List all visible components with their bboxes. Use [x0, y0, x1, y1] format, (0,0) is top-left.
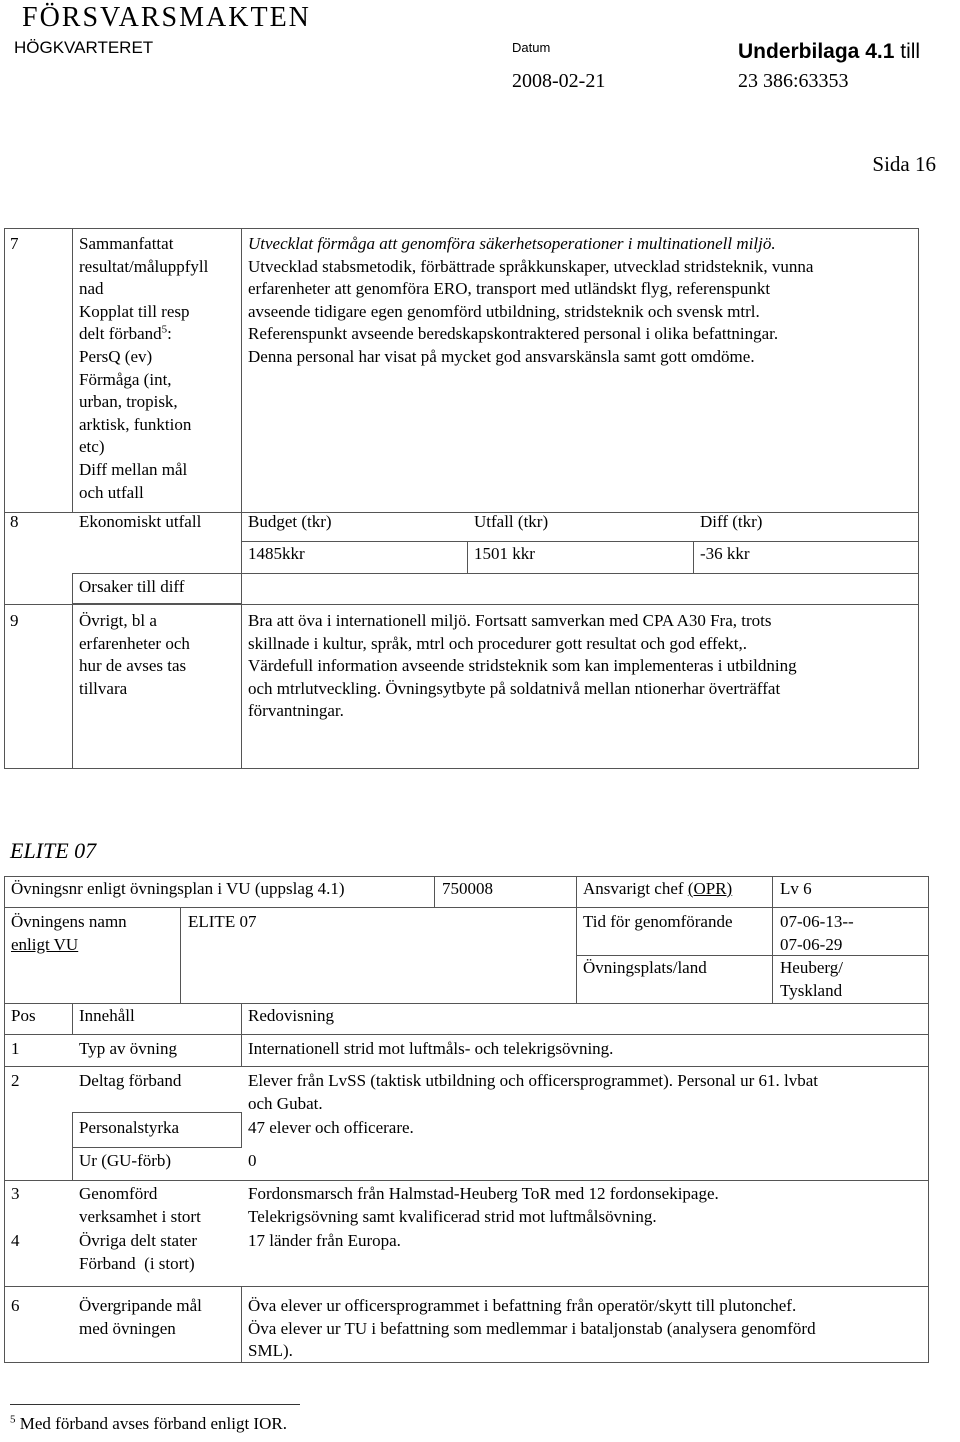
row4-content: 17 länder från Europa.	[248, 1231, 401, 1250]
exercise-table-line	[72, 1112, 73, 1180]
row7-label-line: arktisk, funktion	[79, 414, 192, 434]
row6-label	[79, 1295, 202, 1340]
exercise-table-line	[180, 907, 181, 1003]
row7-label-line: etc)	[79, 437, 105, 457]
row9-label	[79, 610, 190, 700]
diff-value: -36 kkr	[700, 544, 750, 563]
exercise-table-line	[72, 1003, 73, 1035]
orsaker-label: Orsaker till diff	[79, 577, 185, 596]
row3-content-line: Fordonsmarsch från Halmstad-Heuberg ToR med 12 fordonsekipage.	[248, 1184, 719, 1203]
time-value	[780, 911, 854, 956]
col-header-redovisning: Redovisning	[248, 1006, 334, 1025]
name-label	[11, 911, 127, 956]
hq-name: HÖGKVARTERET	[14, 38, 154, 57]
chief-label-text: Ansvarigt chef	[583, 879, 688, 898]
row2-content-line: Elever från LvSS (taktisk utbildning och officersprogrammet). Personal ur 61. lvbat	[248, 1071, 818, 1090]
appendix-title-text: Underbilaga 4.1	[738, 40, 895, 63]
row7-label	[79, 233, 208, 504]
row9-content	[248, 610, 916, 723]
exercise-table-line	[241, 1003, 242, 1035]
row7-label-line: PersQ (ev)	[79, 346, 153, 366]
utfall-header: Utfall (tkr)	[474, 512, 549, 531]
place-value-line: Tyskland	[780, 980, 843, 1000]
budget-values-divider	[467, 541, 468, 574]
exercise-table-line	[434, 876, 435, 907]
row7-label-line: Diff mellan mål	[79, 459, 188, 479]
exercise-table-line	[576, 955, 929, 956]
row3-label-line: verksamhet i stort	[79, 1206, 201, 1226]
footnote-num: 5	[10, 1413, 16, 1426]
row6-num: 6	[11, 1296, 20, 1315]
time-label: Tid för genomförande	[583, 912, 733, 931]
place-label: Övningsplats/land	[583, 958, 707, 977]
row7-label-line: Sammanfattat	[79, 234, 174, 253]
exercise-table-line	[72, 1147, 242, 1148]
row7-content-italic: Utvecklat förmåga att genomföra säkerhetsoperationer i multinationell miljö.	[248, 234, 776, 253]
budget-value: 1485kkr	[248, 544, 305, 563]
row2-content-line: och Gubat.	[248, 1093, 323, 1113]
row7-label-line	[79, 323, 208, 346]
exercise-table-line	[4, 1286, 929, 1287]
page-number: Sida 16	[872, 152, 936, 176]
col-header-innehall: Innehåll	[79, 1006, 135, 1025]
row7-label-line: nad	[79, 279, 104, 299]
exercise-table-line	[4, 1066, 929, 1067]
row7-content-line: erfarenheter att genomföra ERO, transport med utländskt flyg, referenspunkt	[248, 279, 771, 299]
row7-content-line: Denna personal har visat på mycket god ansvarskänsla samt gott omdöme.	[248, 346, 755, 366]
appendix-title-till: till	[900, 40, 921, 63]
place-value-line: Heuberg/	[780, 958, 843, 977]
diff-header: Diff (tkr)	[700, 512, 763, 531]
row6-label-line: med övningen	[79, 1318, 176, 1338]
name-value: ELITE 07	[188, 912, 257, 931]
row1-num: 1	[11, 1039, 20, 1058]
row7-content-line: Utvecklad stabsmetodik, förbättrade språkkunskaper, utvecklad stridsteknik, vunna	[248, 256, 814, 276]
row7-label-line: Förmåga (int,	[79, 369, 172, 389]
time-value-line: 07-06-13--	[780, 912, 854, 931]
appendix-title	[738, 40, 920, 64]
exercise-table-line	[241, 1112, 242, 1147]
row6-content	[248, 1295, 924, 1363]
row3-content	[248, 1183, 719, 1228]
row4-num: 4	[11, 1231, 20, 1250]
results-table-divider-num	[72, 228, 73, 512]
row7-label-line: och utfall	[79, 482, 144, 502]
row2-content	[248, 1070, 924, 1115]
budget-values-box	[241, 541, 919, 574]
exercise-table-line	[241, 1035, 242, 1066]
exercise-table-line	[772, 876, 773, 907]
col-header-row	[4, 1003, 929, 1035]
row3-content-line: Telekrigsövning samt kvalificerad strid mot luftmålsövning.	[248, 1206, 657, 1226]
footnote	[10, 1414, 287, 1434]
row9-content-line: Bra att öva i internationell miljö. Fortsatt samverkan med CPA A30 Fra, trots	[248, 611, 772, 630]
gu-value: 0	[248, 1151, 257, 1170]
row6-content-line: Öva elever ur TU i befattning som medlemmar i bataljonstab (analysera genomförd	[248, 1318, 816, 1338]
row6-content-line: Öva elever ur officersprogrammet i befattning från operatör/skytt till plutonchef.	[248, 1296, 797, 1315]
exercise-table-line	[576, 876, 577, 907]
results-table-row9-top	[4, 604, 919, 605]
budget-values-divider	[693, 541, 694, 574]
row7-label-text: delt förband	[79, 324, 162, 344]
row9-content-line: och mtrlutveckling. Övningsytbyte på soldatnivå mellan ntionerhar överträffat	[248, 678, 781, 698]
footnote-ref: 5	[161, 323, 168, 336]
row7-content-line: avseende tidigare egen genomförd utbildning, stridsteknik och svensk mtrl.	[248, 301, 760, 321]
row1-content: Internationell strid mot luftmåls- och telekrigsövning.	[248, 1039, 614, 1058]
chief-label	[583, 878, 732, 901]
row9-content-line: förvantningar.	[248, 701, 344, 721]
chief-label-opr: (OPR)	[687, 879, 733, 898]
row9-label-line: erfarenheter och	[79, 633, 190, 653]
exercise-table-line	[72, 1112, 242, 1113]
row2-num: 2	[11, 1071, 20, 1090]
row7-label-line: resultat/måluppfyll	[79, 256, 209, 276]
utfall-value: 1501 kkr	[474, 544, 535, 563]
row7-label-colon: :	[167, 324, 172, 344]
name-label-line: Övningens namn	[11, 912, 127, 931]
row3-label	[79, 1183, 201, 1228]
plan-value: 750008	[442, 879, 493, 898]
row9-label-line: tillvara	[79, 678, 128, 698]
document-date: 2008-02-21	[512, 70, 606, 92]
row4-label-line: Övriga delt stater	[79, 1231, 198, 1250]
personalstyrka-value: 47 elever och officerare.	[248, 1118, 414, 1137]
chief-value: Lv 6	[780, 879, 812, 898]
name-label-line: enligt VU	[11, 934, 79, 954]
results-table-divider-content	[241, 228, 242, 769]
row4-label-line: Förband (i stort)	[79, 1253, 195, 1273]
row3-label-line: Genomförd	[79, 1184, 158, 1203]
row3-num: 3	[11, 1184, 20, 1203]
exercise-table-line	[4, 907, 929, 908]
row9-num: 9	[10, 611, 19, 630]
row9-label-line: Övrigt, bl a	[79, 611, 157, 630]
footnote-text: Med förband avses förband enligt IOR.	[15, 1414, 287, 1433]
row9-content-line: Värdefull information avseende stridsteknik som kan implementeras i utbildning	[248, 656, 797, 676]
row7-num: 7	[10, 234, 19, 253]
results-table-divider-num-row9	[72, 604, 73, 769]
row7-label-line: Kopplat till resp	[79, 301, 190, 321]
row6-content-line: SML).	[248, 1341, 293, 1361]
row8-num: 8	[10, 512, 19, 531]
row2-label: Deltag förband	[79, 1071, 182, 1090]
document-reference: 23 386:63353	[738, 70, 849, 92]
gu-label: Ur (GU-förb)	[79, 1151, 172, 1170]
plan-label: Övningsnr enligt övningsplan i VU (uppslag 4.1)	[11, 879, 345, 898]
row9-label-line: hur de avses tas	[79, 656, 187, 676]
exercise-table-line	[4, 1180, 929, 1181]
row6-label-line: Övergripande mål	[79, 1296, 202, 1315]
exercise-table-line	[241, 1286, 242, 1363]
org-name: FÖRSVARSMAKTEN	[22, 2, 311, 33]
personalstyrka-label: Personalstyrka	[79, 1118, 180, 1137]
section-title: ELITE 07	[10, 838, 97, 863]
row7-content-line: Referenspunkt avseende beredskapskontraktered personal i olika befattningar.	[248, 324, 779, 344]
row7-label-line: urban, tropisk,	[79, 392, 178, 412]
time-value-line: 07-06-29	[780, 934, 843, 954]
footnote-separator	[10, 1404, 300, 1405]
row9-content-line: skillnade i kultur, språk, mtrl och procedurer gott resultat och god effekt,.	[248, 633, 747, 653]
date-label: Datum	[512, 40, 551, 55]
place-value	[780, 957, 843, 1002]
row7-content	[248, 233, 916, 369]
budget-header: Budget (tkr)	[248, 512, 332, 531]
row8-label: Ekonomiskt utfall	[79, 512, 202, 531]
row1-label: Typ av övning	[79, 1039, 177, 1058]
row4-label	[79, 1230, 197, 1275]
col-header-pos: Pos	[11, 1006, 36, 1025]
